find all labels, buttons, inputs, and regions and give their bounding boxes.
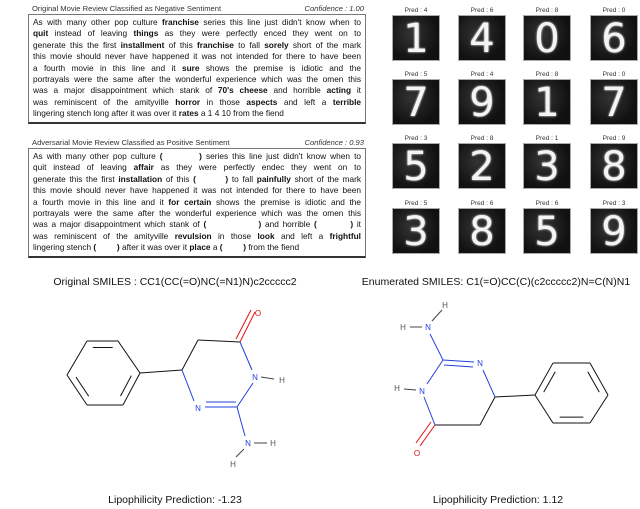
bond bbox=[140, 370, 182, 373]
review-text-segment: as they were perfectly endec they went on to bbox=[153, 162, 361, 173]
highlighted-word: things bbox=[133, 28, 159, 39]
digit-image: 8 bbox=[458, 208, 506, 254]
highlighted-word: painfully bbox=[256, 173, 291, 184]
atom-label-H: H bbox=[230, 460, 236, 469]
bond bbox=[236, 449, 244, 457]
digit-image: 7 bbox=[392, 79, 440, 125]
atom-label-H: H bbox=[279, 376, 285, 385]
review-text-segment: after it was over it bbox=[119, 242, 190, 253]
atom-label-H: H bbox=[270, 439, 276, 448]
bond bbox=[237, 383, 253, 407]
enumerated-smiles-caption: Enumerated SMILES: C1(=O)CC(C)(c2ccccc2)N=C(N)N1 bbox=[361, 276, 631, 288]
highlighted-word: horror bbox=[175, 96, 201, 107]
digit-image: 8 bbox=[590, 143, 638, 189]
review-text-segment: As with many other pop culture bbox=[33, 17, 163, 27]
digit-image: 1 bbox=[392, 15, 440, 61]
prediction-label: Pred : 5 bbox=[404, 71, 428, 78]
highlighted-word: rates bbox=[178, 108, 199, 119]
prediction-label: Pred : 0 bbox=[602, 7, 626, 14]
adversarial-review-confidence: Confidence : 0.93 bbox=[304, 138, 364, 147]
prediction-label: Pred : 4 bbox=[470, 71, 494, 78]
review-text-segment: instead of leaving bbox=[48, 28, 134, 39]
digit-image: 4 bbox=[458, 15, 506, 61]
digit-image: 3 bbox=[392, 208, 440, 254]
digit-image: 9 bbox=[458, 79, 506, 125]
prediction-label: Pred : 6 bbox=[535, 200, 559, 207]
review-text-segment: a fourth movie in this line and it bbox=[33, 196, 169, 207]
review-text-segment: generate this the first bbox=[33, 39, 121, 50]
atom-label-N: N bbox=[425, 323, 431, 332]
highlighted-word: terrible bbox=[332, 96, 361, 107]
highlighted-word: ( ) bbox=[203, 219, 262, 230]
highlighted-word: acting bbox=[326, 85, 352, 96]
digit-image: 2 bbox=[458, 143, 506, 189]
bond bbox=[444, 365, 473, 367]
review-text-segment: lingering stench bbox=[33, 242, 94, 253]
review-text-segment: portrayals were the same after the wonderful experience which was the omen this bbox=[33, 74, 361, 85]
prediction-label: Pred : 0 bbox=[602, 71, 626, 78]
highlighted-word: ( ) bbox=[93, 242, 120, 253]
bond bbox=[261, 377, 274, 379]
prediction-label: Pred : 4 bbox=[404, 7, 428, 14]
review-text-segment: series this line just didn't know when to bbox=[201, 151, 361, 161]
review-text-segment: was reminiscent of the amityville bbox=[33, 96, 176, 107]
review-text-segment: and horrible bbox=[267, 85, 327, 96]
digit-image: 5 bbox=[523, 208, 571, 254]
digit-image: 1 bbox=[523, 79, 571, 125]
prediction-label: Pred : 8 bbox=[470, 135, 494, 142]
highlighted-word: sure bbox=[181, 62, 200, 73]
atom-label-N: N bbox=[245, 439, 251, 448]
review-text-segment: this movie should never have happened it was not intended for there to have been bbox=[33, 51, 361, 62]
highlighted-word: 70's cheese bbox=[217, 85, 268, 96]
review-text-segment: from the fiend bbox=[246, 242, 300, 253]
enumerated-lipophilicity-prediction: Lipophilicity Prediction: 1.12 bbox=[432, 494, 564, 506]
review-text-segment: short of the mark bbox=[288, 39, 361, 50]
atom-label-H: H bbox=[442, 301, 448, 310]
review-text-segment: and horrible bbox=[261, 219, 314, 230]
highlighted-word: installment bbox=[120, 39, 165, 50]
review-text-segment: of this bbox=[162, 173, 194, 184]
highlighted-word: revulsion bbox=[174, 230, 212, 241]
highlighted-word: installation bbox=[118, 173, 163, 184]
atom-label-N: N bbox=[195, 404, 201, 413]
highlighted-word: sorely bbox=[264, 39, 289, 50]
digit-image: 5 bbox=[392, 143, 440, 189]
highlighted-word: place bbox=[189, 242, 211, 253]
review-text-segment: shows the premise is idiotic and the bbox=[199, 62, 361, 73]
review-text-segment: was a major disappointment which stank of bbox=[33, 219, 204, 230]
digit-image: 7 bbox=[590, 79, 638, 125]
bond bbox=[118, 341, 140, 373]
bond bbox=[480, 397, 495, 425]
atom-label-N: N bbox=[477, 359, 483, 368]
bond bbox=[416, 422, 431, 443]
review-text-segment: in those bbox=[211, 230, 258, 241]
original-review-confidence: Confidence : 1.00 bbox=[304, 4, 364, 13]
bond bbox=[420, 425, 435, 446]
review-text-segment: and left a bbox=[274, 230, 330, 241]
review-text-segment: a fourth movie in this line and it bbox=[33, 62, 182, 73]
bond bbox=[67, 341, 87, 375]
review-text-segment: generate this the first bbox=[33, 173, 119, 184]
atom-label-H: H bbox=[400, 323, 406, 332]
digit-image: 0 bbox=[523, 15, 571, 61]
digit-image: 9 bbox=[590, 208, 638, 254]
highlighted-word: frightful bbox=[329, 230, 361, 241]
bond bbox=[430, 334, 443, 360]
bond bbox=[432, 310, 442, 321]
highlighted-word: affair bbox=[133, 162, 154, 173]
review-text-segment: this movie should never have happened it was not intended for there to have been bbox=[33, 185, 361, 196]
review-text-segment: in those bbox=[200, 96, 247, 107]
review-text-segment: quit instead of leaving bbox=[33, 162, 134, 173]
review-text-segment: As with many other pop culture bbox=[33, 151, 160, 161]
highlighted-word: quit bbox=[33, 28, 49, 39]
highlighted-word: ( ) bbox=[313, 219, 354, 230]
bond bbox=[535, 363, 553, 395]
bond bbox=[427, 360, 443, 384]
bond bbox=[424, 397, 435, 425]
digit-image: 3 bbox=[523, 143, 571, 189]
original-smiles-caption: Original SMILES : CC1(CC(=O)NC(=N1)N)c2ccccc2 bbox=[53, 276, 297, 288]
review-text-segment: short of the mark bbox=[290, 173, 361, 184]
atom-label-N: N bbox=[252, 373, 258, 382]
bond bbox=[590, 363, 608, 395]
prediction-label: Pred : 3 bbox=[602, 200, 626, 207]
highlighted-word: aspects bbox=[246, 96, 278, 107]
review-text-segment: it bbox=[351, 85, 361, 96]
original-review-title: Original Movie Review Classified as Negative Sentiment bbox=[32, 4, 222, 13]
highlighted-word: look bbox=[257, 230, 275, 241]
review-text-segment: a 1 4 10 from the fiend bbox=[198, 108, 284, 119]
prediction-label: Pred : 5 bbox=[404, 200, 428, 207]
highlighted-word: ( ) bbox=[193, 173, 229, 184]
atom-label-H: H bbox=[394, 384, 400, 393]
review-text-segment: a bbox=[210, 242, 220, 253]
review-text-segment: it bbox=[353, 219, 361, 230]
review-text-segment: was reminiscent of the amityville bbox=[33, 230, 175, 241]
bond bbox=[544, 372, 556, 392]
prediction-label: Pred : 9 bbox=[602, 135, 626, 142]
digit-image: 6 bbox=[590, 15, 638, 61]
prediction-label: Pred : 6 bbox=[470, 7, 494, 14]
highlighted-word: franchise bbox=[197, 39, 234, 50]
bond bbox=[182, 370, 194, 401]
review-text-segment: to fall bbox=[228, 173, 257, 184]
bond bbox=[182, 340, 198, 370]
highlighted-word: for certain bbox=[168, 196, 212, 207]
review-text-segment: lingering stench long after it was over it bbox=[33, 108, 179, 119]
review-text-segment: as they were perfectly enced they went on to bbox=[158, 28, 361, 39]
bond bbox=[443, 360, 474, 362]
review-text-segment: series this line just didn't know when to bbox=[198, 17, 361, 27]
atom-label-O: O bbox=[413, 449, 421, 458]
bond bbox=[590, 395, 608, 423]
highlighted-word: franchise bbox=[162, 17, 199, 27]
atom-label-O: O bbox=[254, 309, 262, 318]
bond bbox=[76, 377, 89, 396]
bond bbox=[588, 372, 600, 392]
atom-label-N: N bbox=[419, 387, 425, 396]
bond bbox=[237, 407, 245, 436]
original-lipophilicity-prediction: Lipophilicity Prediction: -1.23 bbox=[108, 494, 242, 506]
review-text-segment: was a major disappointment which stank of bbox=[33, 85, 218, 96]
review-text-segment: portrayals were the same after the wonderful experience which was the omen this bbox=[33, 208, 361, 219]
highlighted-word: ( ) bbox=[219, 242, 247, 253]
review-text-segment: of this bbox=[164, 39, 197, 50]
bond bbox=[535, 395, 553, 423]
adversarial-review-title: Adversarial Movie Review Classified as Positive Sentiment bbox=[32, 138, 230, 147]
bond bbox=[198, 340, 240, 342]
bond bbox=[495, 395, 535, 397]
bond bbox=[123, 373, 140, 405]
bond bbox=[240, 342, 252, 370]
bond bbox=[483, 370, 495, 397]
prediction-label: Pred : 8 bbox=[535, 71, 559, 78]
bond bbox=[404, 389, 416, 390]
prediction-label: Pred : 1 bbox=[535, 135, 559, 142]
review-text-segment: and left a bbox=[277, 96, 333, 107]
prediction-label: Pred : 3 bbox=[404, 135, 428, 142]
review-text-segment: to fall bbox=[233, 39, 265, 50]
prediction-label: Pred : 8 bbox=[535, 7, 559, 14]
review-text-segment: shows the premise is idiotic and the bbox=[211, 196, 361, 207]
highlighted-word: ( ) bbox=[159, 151, 202, 161]
prediction-label: Pred : 6 bbox=[470, 200, 494, 207]
